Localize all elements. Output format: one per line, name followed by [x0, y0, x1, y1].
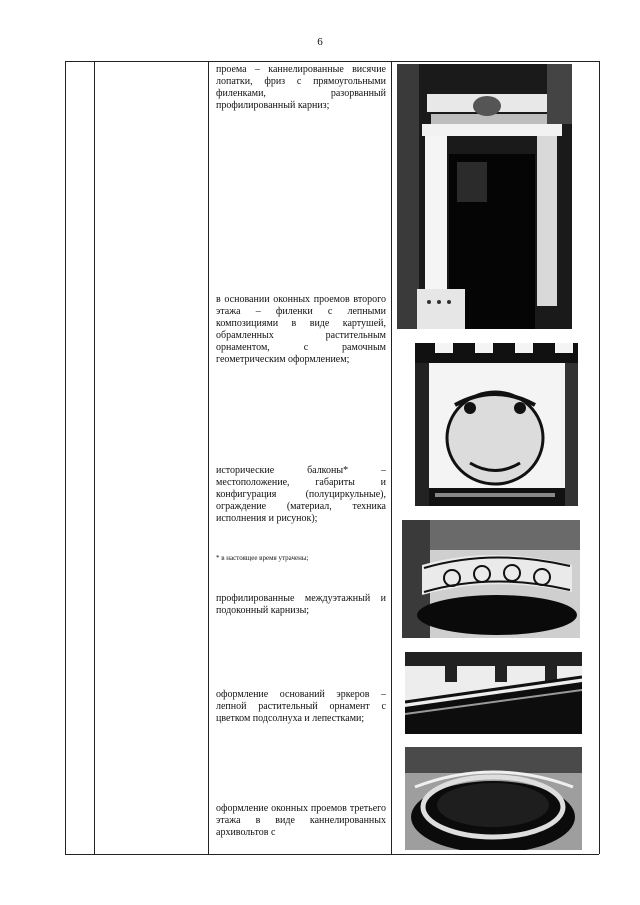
text-bay-window-base: оформление оснований эркеров – лепной растительный орнамент с цветком подсолнуха и лепестками; — [216, 689, 386, 724]
text-window-portal: проема – каннелированные висячие лопатки, фриз с прямоугольными филенками, разорванный профилированный карниз; — [216, 64, 386, 111]
text-cornices: профилированные междуэтажный и подоконный карнизы; — [216, 593, 386, 616]
text-cartouche-panels: в основании оконных проемов второго этажа – филенки с лепными композициями в виде картушей, обрамленных растительным орнаментом, с рамочным геометрическим оформлением; — [216, 294, 386, 365]
photo-window-portal — [397, 64, 572, 329]
photo-cartouche-relief — [415, 343, 578, 506]
page-number: 6 — [317, 36, 323, 48]
text-historic-balconies: исторические балконы* – местоположение, габариты и конфигурация (полуциркульные), ограждение (материал, техника исполнения и рисунок); — [216, 465, 386, 524]
footnote-lost: * в настоящее время утрачены; — [216, 554, 309, 562]
photo-bay-window-base — [405, 747, 582, 850]
photo-balcony-railing — [402, 520, 580, 638]
photo-cornice — [405, 652, 582, 734]
text-third-floor-windows: оформление оконных проемов третьего этажа в виде каннелированных архивольтов с — [216, 803, 386, 838]
